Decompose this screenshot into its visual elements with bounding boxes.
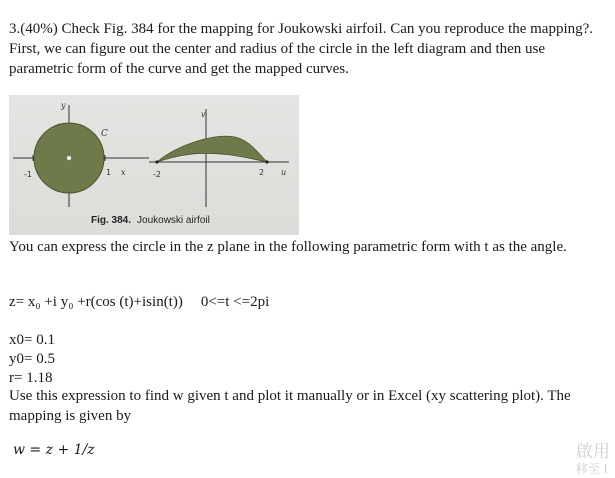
figure-caption (91, 215, 210, 226)
figure-caption-title: Joukowski airfoil (137, 215, 210, 226)
left-axis-y-label: y (61, 101, 66, 110)
activation-watermark-line2: 移至 Ⅰ (576, 462, 608, 476)
intro-paragraph: You can express the circle in the z plane in the following parametric form with t as the angle. (9, 239, 567, 255)
figure-caption-number: Fig. 384. (91, 215, 132, 226)
circle-label-c: C (101, 129, 108, 139)
parametric-equation (9, 292, 269, 312)
param-y0: y0= 0.5 (9, 351, 55, 367)
instructions-paragraph: Use this expression to find w given t and plot it manually or in Excel (xy scattering plot). The mapping is given by (9, 388, 571, 424)
left-axis-x-label: x (121, 168, 126, 177)
param-r: r= 1.18 (9, 370, 53, 386)
right-tick-pos-label: 2 (259, 168, 265, 177)
problem-statement: 3.(40%) Check Fig. 384 for the mapping for Joukowski airfoil. Can you reproduce the mapping?. First, we can figure out the center and radius of the circle in the left diagram and then use parametric form of the curve and get the mapped curves. (9, 21, 594, 77)
figure-plots (9, 95, 299, 235)
parameter-range: 0<=t <=2pi (200, 294, 270, 310)
right-axis-u-label: u (281, 168, 287, 177)
activation-watermark-line1: 啟用 (576, 442, 610, 462)
right-tick-neg-label: -2 (153, 170, 161, 179)
parametric-form: z= x₀ +i y₀ +r(cos (t)+isin(t)) (9, 294, 183, 310)
circle-center-dot (67, 156, 71, 160)
right-axis-v-label: v (201, 110, 206, 119)
left-tick-pos-label: 1 (106, 168, 112, 177)
airfoil-leading-point (265, 160, 268, 163)
airfoil-shape (157, 136, 267, 162)
airfoil-trailing-point (155, 160, 158, 163)
param-x0: x0= 0.1 (9, 332, 55, 348)
left-tick-neg-label: -1 (24, 170, 32, 179)
joukowski-figure (9, 95, 299, 235)
mapping-equation: w = z + 1/z (13, 442, 95, 458)
